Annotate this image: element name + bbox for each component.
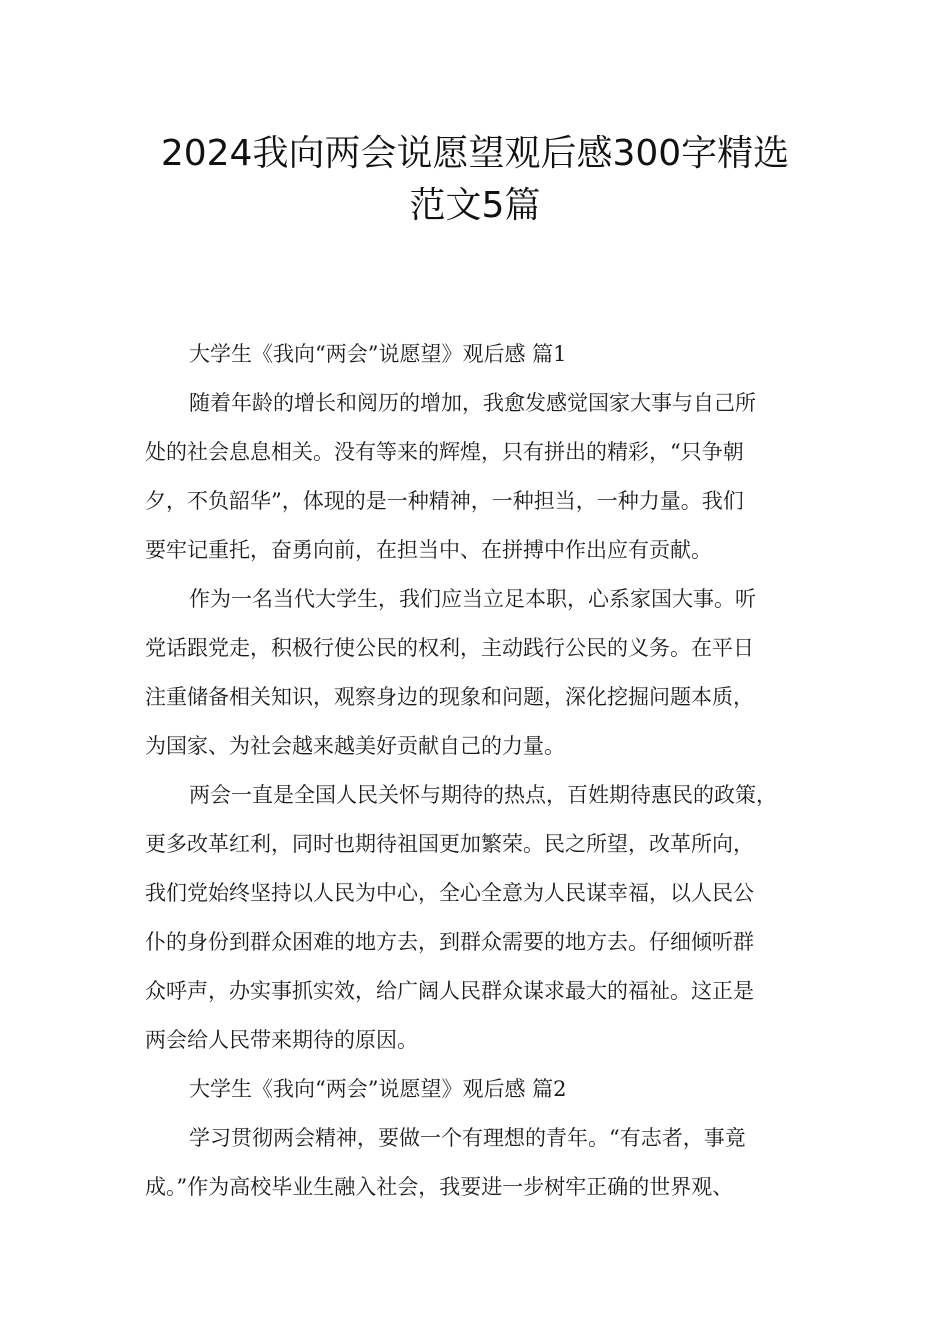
text-line: 大学生《我向“两会”说愿望》观后感 篇2: [189, 1077, 567, 1101]
text-line: 成。”作为高校毕业生融入社会，我要进一步树牢正确的世界观、: [145, 1175, 734, 1199]
text-line: 更多改革红利，同时也期待祖国更加繁荣。民之所望，改革所向，: [145, 832, 754, 856]
text-line: 大学生《我向“两会”说愿望》观后感 篇1: [189, 342, 567, 366]
text-line: 作为一名当代大学生，我们应当立足本职，心系家国大事。听: [189, 587, 756, 611]
text-line: 仆的身份到群众困难的地方去，到群众需要的地方去。仔细倾听群: [145, 930, 754, 954]
text-line: 两会一直是全国人民关怀与期待的热点，百姓期待惠民的政策，: [189, 783, 777, 807]
document-body: [145, 330, 835, 1212]
text-line: 党话跟党走，积极行使公民的权利，主动践行公民的义务。在平日: [145, 636, 754, 660]
text-line: 要牢记重托，奋勇向前，在担当中、在拼搏中作出应有贡献。: [145, 538, 712, 562]
text-line: 众呼声，办实事抓实效，给广阔人民群众谋求最大的福祉。这正是: [145, 979, 754, 1003]
text-line: 学习贯彻两会精神，要做一个有理想的青年。“有志者，事竟: [189, 1126, 746, 1150]
text-line: 处的社会息息相关。没有等来的辉煌，只有拼出的精彩，“只争朝: [145, 440, 744, 464]
document-title-line-2: 范文5篇: [409, 185, 541, 226]
text-line: 两会给人民带来期待的原因。: [145, 1028, 418, 1052]
text-line: 夕，不负韶华”，体现的是一种精神，一种担当，一种力量。我们: [145, 489, 744, 513]
text-line: 为国家、为社会越来越美好贡献自己的力量。: [145, 734, 565, 758]
text-line: 我们党始终坚持以人民为中心，全心全意为人民谋幸福，以人民公: [145, 881, 754, 905]
document-title-line-1: 2024我向两会说愿望观后感300字精选: [160, 133, 790, 174]
text-line: 随着年龄的增长和阅历的增加，我愈发感觉国家大事与自己所: [189, 391, 756, 415]
text-line: 注重储备相关知识，观察身边的现象和问题，深化挖掘问题本质，: [145, 685, 754, 709]
